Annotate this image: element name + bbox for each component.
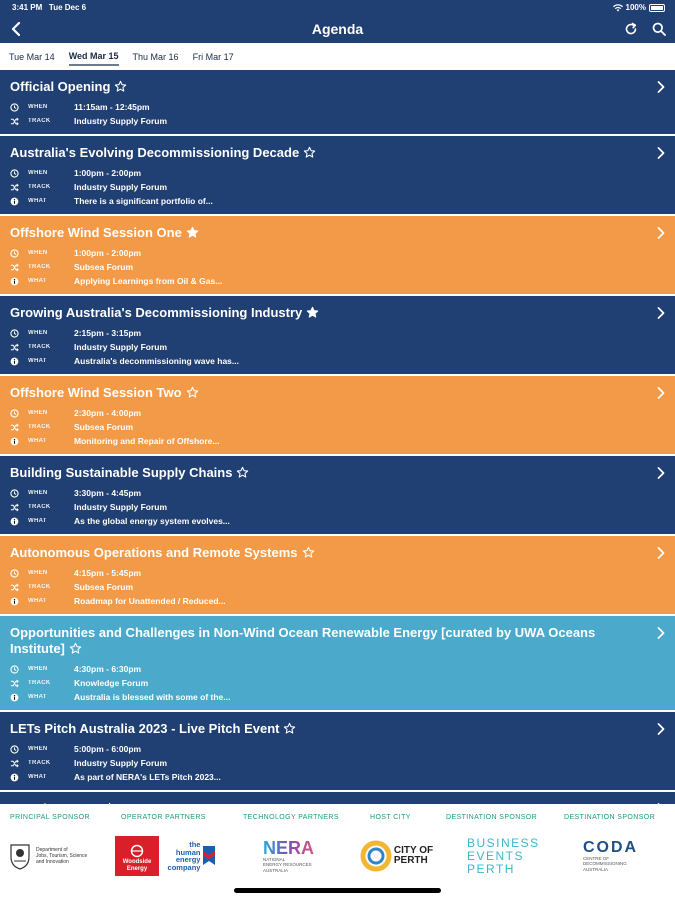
app-header (0, 0, 675, 43)
nera-line-1: NATIONAL (263, 856, 286, 862)
meta-value-when: 2:15pm - 3:15pm (74, 328, 142, 338)
session-title-line (10, 465, 645, 483)
perth-line-1: CITY OF (393, 845, 434, 856)
meta-label-track: TRACK (28, 680, 51, 686)
meta-value-track: Subsea Forum (74, 262, 134, 272)
meta-value-what: Australia's decommissioning wave has... (74, 356, 239, 366)
meta-value-track: Subsea Forum (74, 582, 134, 592)
date-tabs (0, 43, 675, 70)
search-button[interactable] (650, 20, 668, 38)
session-when (10, 662, 645, 676)
meta-value-what: Australia is blessed with some of the... (74, 692, 231, 702)
meta-label-what: WHAT (28, 694, 47, 700)
clock-icon (10, 408, 22, 418)
meta-label-track: TRACK (28, 184, 51, 190)
meta-value-what: Monitoring and Repair of Offshore... (74, 436, 220, 446)
meta-label-what: WHAT (28, 358, 47, 364)
sponsor-label-technology: TECHNOLOGY PARTNERS (243, 814, 339, 821)
bep-wordmark (467, 837, 540, 876)
star-outline-icon[interactable] (302, 546, 315, 563)
session-what (10, 274, 645, 288)
meta-label-what: WHAT (28, 774, 47, 780)
meta-value-track: Subsea Forum (74, 422, 134, 432)
clock-icon (10, 168, 22, 178)
meta-label-when: WHEN (28, 250, 48, 256)
chevron-right-icon (657, 306, 665, 324)
meta-value-when: 4:30pm - 6:30pm (74, 664, 142, 674)
session-track (10, 756, 645, 770)
shuffle-icon (10, 678, 22, 688)
session-title-line (10, 145, 645, 163)
session-when (10, 486, 645, 500)
shuffle-icon (10, 758, 22, 768)
woodside-logo[interactable] (115, 832, 159, 880)
meta-value-track: Industry Supply Forum (74, 758, 168, 768)
meta-value-when: 3:30pm - 4:45pm (74, 488, 142, 498)
chevron-shield-icon (202, 845, 216, 867)
star-outline-icon[interactable] (283, 722, 296, 739)
chevron-right-icon (657, 546, 665, 564)
session-row[interactable] (0, 70, 675, 136)
govt-wa-logo[interactable] (8, 832, 108, 880)
info-icon (10, 436, 22, 446)
info-icon (10, 692, 22, 702)
meta-label-track: TRACK (28, 344, 51, 350)
meta-label-when: WHEN (28, 410, 48, 416)
session-track (10, 340, 645, 354)
battery-icon (649, 4, 665, 12)
session-row[interactable] (0, 296, 675, 376)
session-what (10, 434, 645, 448)
home-indicator[interactable] (234, 888, 441, 893)
session-when (10, 100, 645, 114)
session-title: Offshore Wind Session Two (10, 385, 182, 400)
shuffle-icon (10, 182, 22, 192)
meta-label-when: WHEN (28, 330, 48, 336)
sponsor-label-host-city: HOST CITY (370, 814, 411, 821)
star-outline-icon[interactable] (303, 146, 316, 163)
perth-line-2: PERTH (393, 855, 428, 866)
battery-percent: 100% (625, 3, 646, 12)
chevron-right-icon (657, 386, 665, 404)
meta-value-what: Roadmap for Unattended / Reduced... (74, 596, 226, 606)
meta-label-what: WHAT (28, 278, 47, 284)
meta-label-track: TRACK (28, 264, 51, 270)
coda-line-1: CENTRE OF (583, 855, 610, 861)
refresh-button[interactable] (622, 20, 640, 38)
session-row[interactable] (0, 712, 675, 792)
chevron-right-icon (657, 226, 665, 244)
sponsor-label-destination-2: DESTINATION SPONSOR (564, 814, 656, 821)
chevron-tagline (168, 841, 201, 871)
session-what (10, 690, 645, 704)
clock-icon (10, 488, 22, 498)
session-row[interactable] (0, 456, 675, 536)
status-date: Tue Dec 6 (48, 3, 87, 12)
session-title-line (10, 79, 645, 97)
meta-value-when: 1:00pm - 2:00pm (74, 168, 142, 178)
session-title-line (10, 385, 645, 403)
shuffle-icon (10, 502, 22, 512)
govt-line-1: Department of (36, 847, 68, 853)
session-row[interactable] (0, 616, 675, 712)
nera-line-2: ENERGY RESOURCES (263, 862, 312, 868)
meta-label-track: TRACK (28, 760, 51, 766)
star-outline-icon[interactable] (186, 386, 199, 403)
session-track (10, 114, 645, 128)
status-bar (0, 0, 675, 16)
info-icon (10, 196, 22, 206)
shuffle-icon (10, 422, 22, 432)
session-what (10, 514, 645, 528)
chevron-right-icon (657, 722, 665, 740)
clock-icon (10, 568, 22, 578)
chevron-right-icon (657, 80, 665, 98)
chevron-right-icon (657, 146, 665, 164)
bep-line-2: EVENTS (467, 848, 525, 863)
meta-value-what: Applying Learnings from Oil & Gas... (74, 276, 223, 286)
govt-line-3: and Innovation (36, 859, 69, 865)
page-title: Agenda (311, 21, 364, 37)
session-track (10, 260, 645, 274)
meta-label-track: TRACK (28, 424, 51, 430)
session-track (10, 420, 645, 434)
session-row[interactable] (0, 376, 675, 456)
meta-label-when: WHEN (28, 104, 48, 110)
star-outline-icon[interactable] (236, 466, 249, 483)
meta-value-when: 2:30pm - 4:00pm (74, 408, 142, 418)
refresh-icon (624, 22, 638, 36)
session-title-line (10, 625, 645, 659)
sponsor-label-principal: PRINCIPAL SPONSOR (10, 814, 90, 821)
meta-value-track: Industry Supply Forum (74, 502, 168, 512)
coda-logo[interactable] (583, 832, 663, 880)
session-title: Official Opening (10, 79, 111, 94)
info-icon (10, 276, 22, 286)
meta-value-track: Knowledge Forum (74, 678, 149, 688)
tab-wed-mar-15[interactable]: Wed Mar 15 (69, 48, 119, 66)
session-title: Opportunities and Challenges in Non-Wind Ocean Renewable Energy [curated by UWA Oceans Institute] (10, 625, 596, 656)
session-what (10, 594, 645, 608)
chevron-right-icon (657, 626, 665, 644)
meta-label-track: TRACK (28, 118, 51, 124)
meta-label-when: WHEN (28, 170, 48, 176)
meta-label-when: WHEN (28, 666, 48, 672)
nav-bar (0, 16, 675, 43)
meta-value-what: As part of NERA's LETs Pitch 2023... (74, 772, 221, 782)
tab-tue-mar-14[interactable]: Tue Mar 14 (9, 51, 55, 62)
shuffle-icon (10, 582, 22, 592)
wifi-icon (613, 4, 623, 12)
session-what (10, 770, 645, 784)
info-icon (10, 356, 22, 366)
clock-icon (10, 744, 22, 754)
meta-value-track: Industry Supply Forum (74, 182, 168, 192)
nera-line-3: AUSTRALIA (263, 867, 289, 873)
tab-fri-mar-17[interactable]: Fri Mar 17 (192, 51, 234, 62)
session-when (10, 566, 645, 580)
meta-value-track: Industry Supply Forum (74, 116, 168, 126)
woodside-line-2: Energy (126, 866, 148, 872)
clock-icon (10, 248, 22, 258)
chevron-line-2: human (175, 847, 201, 857)
meta-value-when: 5:00pm - 6:00pm (74, 744, 142, 754)
session-title: Building Sustainable Supply Chains (10, 465, 233, 480)
perth-wordmark (394, 846, 433, 866)
meta-label-what: WHAT (28, 198, 47, 204)
session-when (10, 326, 645, 340)
govt-logo-text (36, 847, 87, 865)
sponsor-label-operator: OPERATOR PARTNERS (121, 814, 206, 821)
coda-line-2: DECOMMISSIONING (583, 861, 627, 867)
meta-value-what: There is a significant portfolio of... (74, 196, 213, 206)
woodside-line-1: Woodside (122, 859, 152, 865)
session-title-line (10, 225, 645, 243)
session-track (10, 180, 645, 194)
bep-line-1: BUSINESS (467, 835, 540, 850)
search-icon (652, 22, 666, 36)
chevron-line-3: energy (175, 855, 201, 864)
coda-wordmark: CODA (583, 838, 639, 856)
nera-subtitle (263, 857, 312, 874)
clock-icon (10, 664, 22, 674)
shuffle-icon (10, 116, 22, 126)
status-time-date (12, 3, 86, 12)
star-outline-icon[interactable] (114, 80, 127, 97)
city-of-perth-logo[interactable] (360, 832, 434, 880)
bep-line-3: PERTH (467, 861, 515, 876)
meta-value-when: 4:15pm - 5:45pm (74, 568, 142, 578)
meta-label-what: WHAT (28, 518, 47, 524)
session-title: Growing Australia's Decommissioning Industry (10, 305, 303, 320)
session-when (10, 246, 645, 260)
woodside-mark-icon (128, 843, 146, 857)
woodside-badge (115, 836, 159, 876)
coda-subtitle (583, 856, 627, 873)
session-title-line (10, 305, 645, 323)
info-icon (10, 516, 22, 526)
meta-value-when: 1:00pm - 2:00pm (74, 248, 142, 258)
shuffle-icon (10, 262, 22, 272)
meta-label-track: TRACK (28, 504, 51, 510)
session-title-line (10, 545, 645, 563)
meta-label-when: WHEN (28, 746, 48, 752)
session-row[interactable] (0, 216, 675, 296)
star-filled-icon[interactable] (306, 306, 319, 323)
nera-logo[interactable] (263, 832, 333, 880)
sponsor-footer (0, 804, 675, 900)
chevron-logo[interactable] (163, 832, 221, 880)
session-what (10, 354, 645, 368)
session-row[interactable] (0, 536, 675, 616)
session-when (10, 742, 645, 756)
nera-wordmark: NERA (263, 837, 315, 858)
clock-icon (10, 328, 22, 338)
info-icon (10, 772, 22, 782)
meta-label-when: WHEN (28, 570, 48, 576)
meta-value-when: 11:15am - 12:45pm (74, 102, 150, 112)
meta-label-what: WHAT (28, 438, 47, 444)
clock-icon (10, 102, 22, 112)
sponsor-label-destination-1: DESTINATION SPONSOR (446, 814, 538, 821)
status-time: 3:41 PM (12, 3, 43, 12)
meta-value-track: Industry Supply Forum (74, 342, 168, 352)
session-title: Autonomous Operations and Remote Systems (10, 545, 298, 560)
session-title-line (10, 721, 645, 739)
chevron-right-icon (657, 466, 665, 484)
meta-value-what: As the global energy system evolves... (74, 516, 230, 526)
status-indicators (613, 3, 665, 12)
tab-thu-mar-16[interactable]: Thu Mar 16 (132, 51, 179, 62)
meta-label-what: WHAT (28, 598, 47, 604)
star-outline-icon[interactable] (69, 642, 82, 659)
business-events-perth-logo[interactable] (467, 832, 547, 880)
perth-swoosh-icon (361, 838, 391, 874)
info-icon (10, 596, 22, 606)
coda-line-3: AUSTRALIA (583, 866, 609, 872)
shuffle-icon (10, 342, 22, 352)
chevron-line-1: the (189, 840, 201, 849)
session-what (10, 194, 645, 208)
session-when (10, 166, 645, 180)
star-filled-icon[interactable] (186, 226, 199, 243)
session-track (10, 580, 645, 594)
session-list (0, 70, 675, 804)
session-row[interactable] (0, 136, 675, 216)
meta-label-track: TRACK (28, 584, 51, 590)
meta-label-when: WHEN (28, 490, 48, 496)
session-title: LETs Pitch Australia 2023 - Live Pitch Event (10, 721, 280, 736)
chevron-line-4: company (167, 862, 201, 872)
session-when (10, 406, 645, 420)
session-title: Australia's Evolving Decommissioning Decade (10, 145, 300, 160)
crest-icon (8, 841, 32, 871)
govt-line-2: Jobs, Tourism, Science (36, 853, 88, 859)
session-title: Offshore Wind Session One (10, 225, 182, 240)
session-track (10, 500, 645, 514)
session-track (10, 676, 645, 690)
